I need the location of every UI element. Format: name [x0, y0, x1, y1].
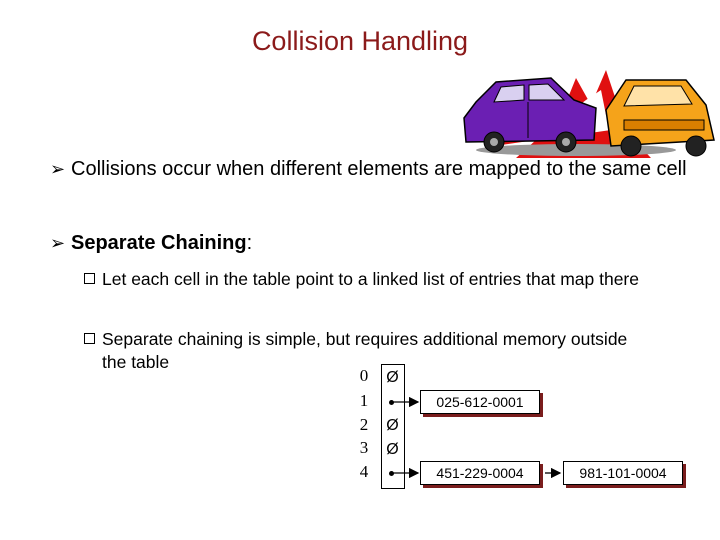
orange-car — [606, 80, 714, 156]
table-index-0: 0 — [359, 366, 369, 385]
table-index-2: 2 — [359, 415, 369, 434]
car-crash-illustration — [456, 60, 720, 160]
bullet-strong-text: Separate Chaining — [71, 232, 247, 254]
arrow-bullet-icon: ➢ — [50, 233, 66, 253]
table-cell-4 — [382, 461, 403, 485]
pointer-dot — [389, 400, 394, 405]
table-cell-1 — [382, 390, 403, 414]
slide-title: Collision Handling — [251, 26, 469, 56]
table-index-3: 3 — [359, 438, 369, 457]
table-cell-0: Ø — [386, 369, 399, 386]
bullet-text: Collisions occur when different elements are mapped to the same cell — [71, 158, 687, 180]
table-cell-3: Ø — [386, 441, 399, 458]
pointer-dot — [389, 471, 394, 476]
checkbox-bullet-icon — [84, 333, 95, 344]
table-cell-2: Ø — [386, 417, 399, 434]
subbullet-text: Separate chaining is simple, but requires additional memory outside the table — [102, 329, 628, 372]
list-node-025-612-0001: 025-612-0001 — [420, 390, 540, 414]
hash-table — [381, 364, 405, 489]
checkbox-bullet-icon — [84, 273, 95, 284]
table-index-4: 4 — [359, 462, 369, 481]
arrow-bullet-icon: ➢ — [50, 159, 66, 179]
list-node-451-229-0004: 451-229-0004 — [420, 461, 540, 485]
list-node-981-101-0004: 981-101-0004 — [563, 461, 683, 485]
bullet-rest-text: : — [246, 232, 253, 254]
table-index-1: 1 — [359, 391, 369, 410]
subbullet-text: Let each cell in the table point to a linked list of entries that map there — [102, 269, 639, 289]
